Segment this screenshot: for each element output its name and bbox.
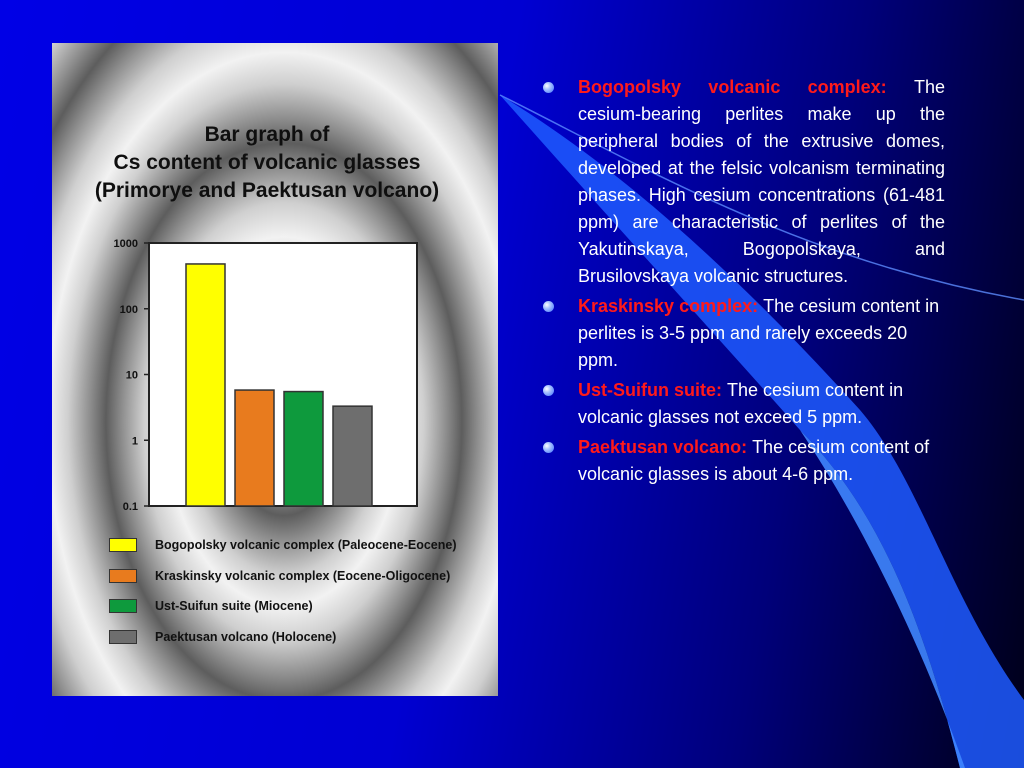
legend-swatch-gray xyxy=(109,630,137,644)
list-item-paektusan xyxy=(543,434,945,488)
item-body: The cesium content in volcanic glasses not exceed 5 ppm. xyxy=(578,380,904,427)
bar-paektusan xyxy=(333,406,372,506)
legend-item-ust-suifun xyxy=(109,599,489,617)
list-item-kraskinsky xyxy=(543,293,945,374)
item-body: The cesium content of volcanic glasses is about 4-6 ppm. xyxy=(578,437,930,484)
chart-title-line-1: Bar graph of xyxy=(204,123,330,146)
y-tick-label: 100 xyxy=(119,303,138,316)
legend-label: Kraskinsky volcanic complex (Eocene-Oligocene) xyxy=(155,569,451,583)
bar-kraskinsky xyxy=(235,390,274,506)
item-heading: Bogopolsky volcanic complex: xyxy=(578,77,914,97)
legend-swatch-yellow xyxy=(109,538,137,552)
bullet-list xyxy=(543,74,945,491)
legend-label: Bogopolsky volcanic complex (Paleocene-Eocene) xyxy=(155,538,457,552)
y-tick-label: 1 xyxy=(131,435,138,448)
y-tick-label: 0.1 xyxy=(122,501,138,513)
legend-label: Paektusan volcano (Holocene) xyxy=(155,630,337,644)
bullet-icon xyxy=(543,385,554,396)
legend-swatch-green xyxy=(109,599,137,613)
chart-title-line-2: Cs content of volcanic glasses xyxy=(113,151,421,174)
legend-swatch-orange xyxy=(109,569,137,583)
item-heading: Ust-Suifun suite: xyxy=(578,380,727,400)
item-body: The cesium-bearing perlites make up the peripheral bodies of the extrusive domes, developed at the felsic volcanism terminating phases. High cesium concentrations (61-481 ppm) are characteristic of perlites of the Yakutinskaya, Bogopolskaya, and Brusilovskaya volcanic structures. xyxy=(578,77,945,286)
y-tick-label: 10 xyxy=(125,369,138,382)
legend-item-paektusan xyxy=(109,630,489,648)
bar-ust-suifun xyxy=(284,392,323,506)
y-tick-label: 1000 xyxy=(113,238,138,250)
item-body: The cesium content in perlites is 3-5 ppm and rarely exceeds 20 ppm. xyxy=(578,296,940,370)
bullet-icon xyxy=(543,442,554,453)
legend-item-kraskinsky xyxy=(109,569,489,587)
bullet-icon xyxy=(543,301,554,312)
list-item-bogopolsky xyxy=(543,74,945,290)
bar-bogopolsky xyxy=(186,264,225,506)
bullet-icon xyxy=(543,82,554,93)
chart-title-line-3: (Primorye and Paektusan volcano) xyxy=(94,179,440,202)
list-item-ust-suifun xyxy=(543,377,945,431)
item-heading: Kraskinsky complex: xyxy=(578,296,764,316)
legend-item-bogopolsky xyxy=(109,538,489,556)
item-heading: Paektusan volcano: xyxy=(578,437,753,457)
legend-label: Ust-Suifun suite (Miocene) xyxy=(155,599,313,613)
figure-panel xyxy=(52,43,498,696)
